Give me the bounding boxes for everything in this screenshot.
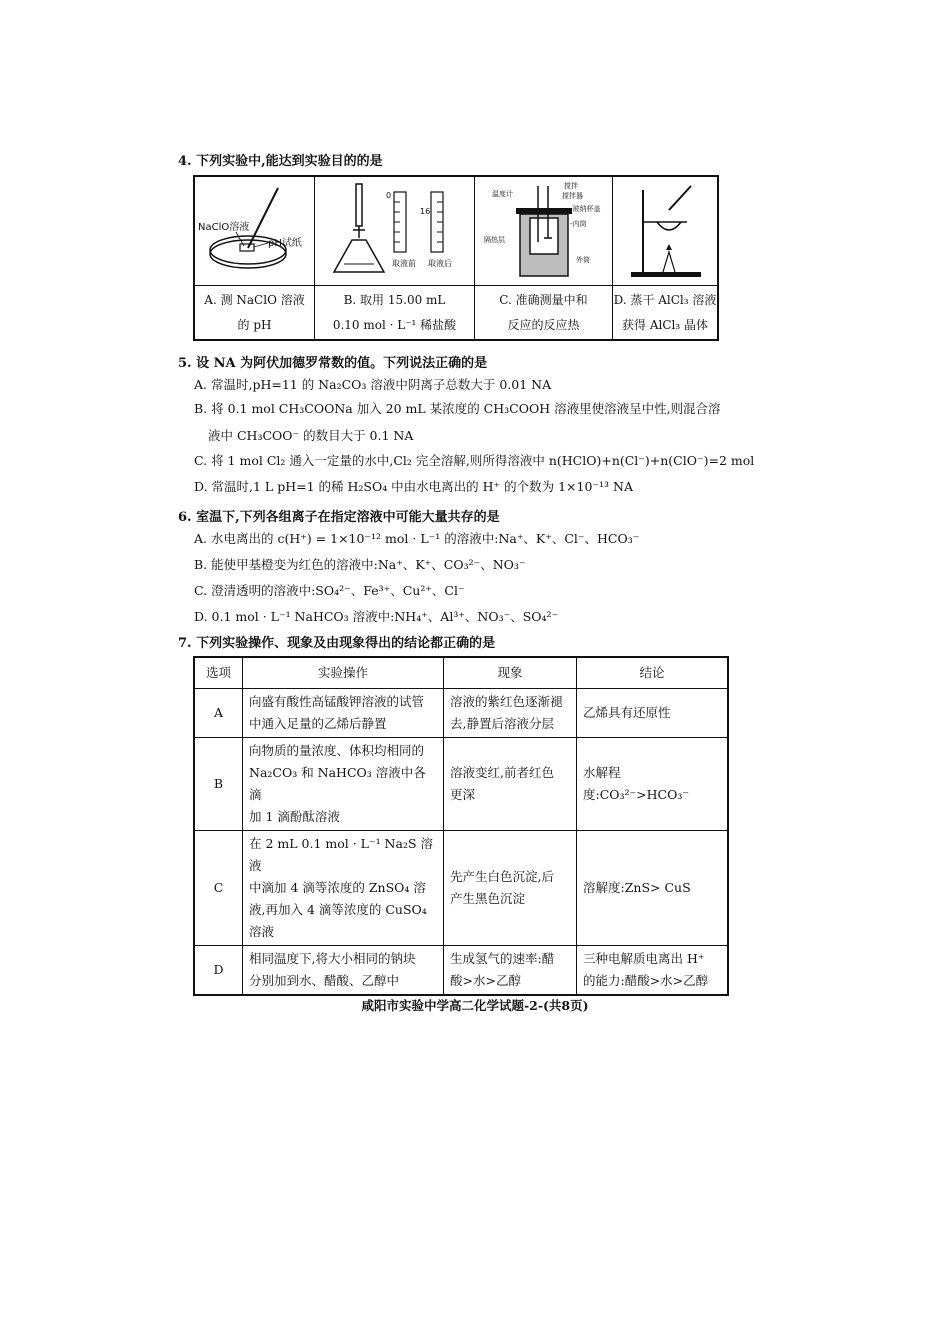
page-footer: 咸阳市实验中学高二化学试题-2-(共8页) — [361, 998, 589, 1013]
q7-header-row — [194, 657, 728, 689]
table-row: A 向盛有酸性高锰酸钾溶液的试管 中通入足量的乙烯后静置 溶液的紫红色逐渐褪 去,静置后溶液分层 乙烯具有还原性 — [194, 689, 728, 738]
label-after: 取液后 — [427, 258, 452, 268]
q4-title: 4. 下列实验中,能达到实验目的的是 — [178, 154, 383, 169]
q4-option-d: D. 蒸干 AlCl₃ 溶液 获得 AlCl₃ 晶体 — [613, 286, 719, 341]
q6-option-c: C. 澄清透明的溶液中:SO₄²⁻、Fe³⁺、Cu²⁺、Cl⁻ — [194, 583, 465, 598]
q7-table — [193, 656, 729, 996]
q4-option-c: C. 准确测量中和 反应的反应热 — [475, 286, 613, 341]
label-ph-paper: pH试纸 — [267, 237, 302, 249]
q6-title: 6. 室温下,下列各组离子在指定溶液中可能大量共存的是 — [178, 510, 500, 525]
q4-figure-c — [475, 176, 613, 286]
svg-text:16: 16 — [419, 206, 430, 216]
q6-option-b: B. 能使甲基橙变为红色的溶液中:Na⁺、K⁺、CO₃²⁻、NO₃⁻ — [194, 557, 526, 572]
q7-title: 7. 下列实验操作、现象及由现象得出的结论都正确的是 — [178, 636, 496, 651]
table-row: C 在 2 mL 0.1 mol · L⁻¹ Na₂S 溶液 中滴加 4 滴等浓度的 ZnSO₄ 溶 液,再加入 4 滴等浓度的 CuSO₄ 溶液 先产生白色沉淀,后 产生黑色沉淀 溶解度:ZnS> CuS — [194, 831, 728, 946]
q6-option-d: D. 0.1 mol · L⁻¹ NaHCO₃ 溶液中:NH₄⁺、Al³⁺、NO₃⁻、SO₄²⁻ — [194, 609, 559, 624]
table-row: B 向物质的量浓度、体积均相同的 Na₂CO₃ 和 NaHCO₃ 溶液中各滴 加 1 滴酚酞溶液 溶液变红,前者红色 更深 水解程度:CO₃²⁻>HCO₃⁻ — [194, 738, 728, 831]
q4-options-table — [193, 175, 719, 341]
q4-option-a: A. 测 NaClO 溶液 的 pH — [194, 286, 315, 341]
q7-header-phenomenon: 现象 — [444, 657, 577, 689]
q5-option-c: C. 将 1 mol Cl₂ 通入一定量的水中,Cl₂ 完全溶解,则所得溶液中 n(HClO)+n(Cl⁻)+n(ClO⁻)=2 mol — [194, 453, 755, 468]
label-stirrer-b: 搅拌器 — [561, 191, 583, 200]
label-stirrer-a: 搅拌 — [563, 181, 578, 190]
q4-option-b: B. 取用 15.00 mL 0.10 mol · L⁻¹ 稀盐酸 — [315, 286, 475, 341]
q7-header-operation: 实验操作 — [243, 657, 444, 689]
label-naclo: NaClO溶液 — [197, 221, 249, 233]
q5-title: 5. 设 NA 为阿伏加德罗常数的值。下列说法正确的是 — [178, 356, 488, 371]
label-outer: 外筒 — [575, 255, 590, 264]
label-insulation: 隔热层 — [483, 235, 505, 244]
svg-text:0: 0 — [385, 190, 391, 200]
q5-option-a: A. 常温时,pH=11 的 Na₂CO₃ 溶液中阴离子总数大于 0.01 NA — [194, 377, 552, 392]
q5-option-b-line1: B. 将 0.1 mol CH₃COONa 加入 20 mL 某浓度的 CH₃COOH 溶液里使溶液呈中性,则混合溶 — [194, 401, 721, 416]
q4-figure-d — [613, 176, 719, 286]
q4-figure-b — [315, 176, 475, 286]
q7-header-conclusion: 结论 — [577, 657, 729, 689]
q5-option-d: D. 常温时,1 L pH=1 的稀 H₂SO₄ 中由水电离出的 H⁺ 的个数为 1×10⁻¹³ NA — [194, 479, 633, 494]
q4-figure-a — [194, 176, 315, 286]
label-lid: -玻纳杯盖 — [569, 204, 601, 213]
table-row: D 相同温度下,将大小相同的钠块 分别加到水、醋酸、乙醇中 生成氢气的速率:醋 酸>水>乙醇 三种电解质电离出 H⁺ 的能力:醋酸>水>乙醇 — [194, 946, 728, 996]
q5-option-b-line2: 液中 CH₃COO⁻ 的数目大于 0.1 NA — [208, 428, 414, 443]
q7-header-option: 选项 — [194, 657, 243, 689]
label-inner: -内筒 — [569, 219, 587, 228]
label-thermometer: 温度计 — [491, 189, 513, 198]
label-before: 取液前 — [391, 258, 416, 268]
q6-option-a: A. 水电离出的 c(H⁺) = 1×10⁻¹² mol · L⁻¹ 的溶液中:Na⁺、K⁺、Cl⁻、HCO₃⁻ — [194, 531, 640, 546]
